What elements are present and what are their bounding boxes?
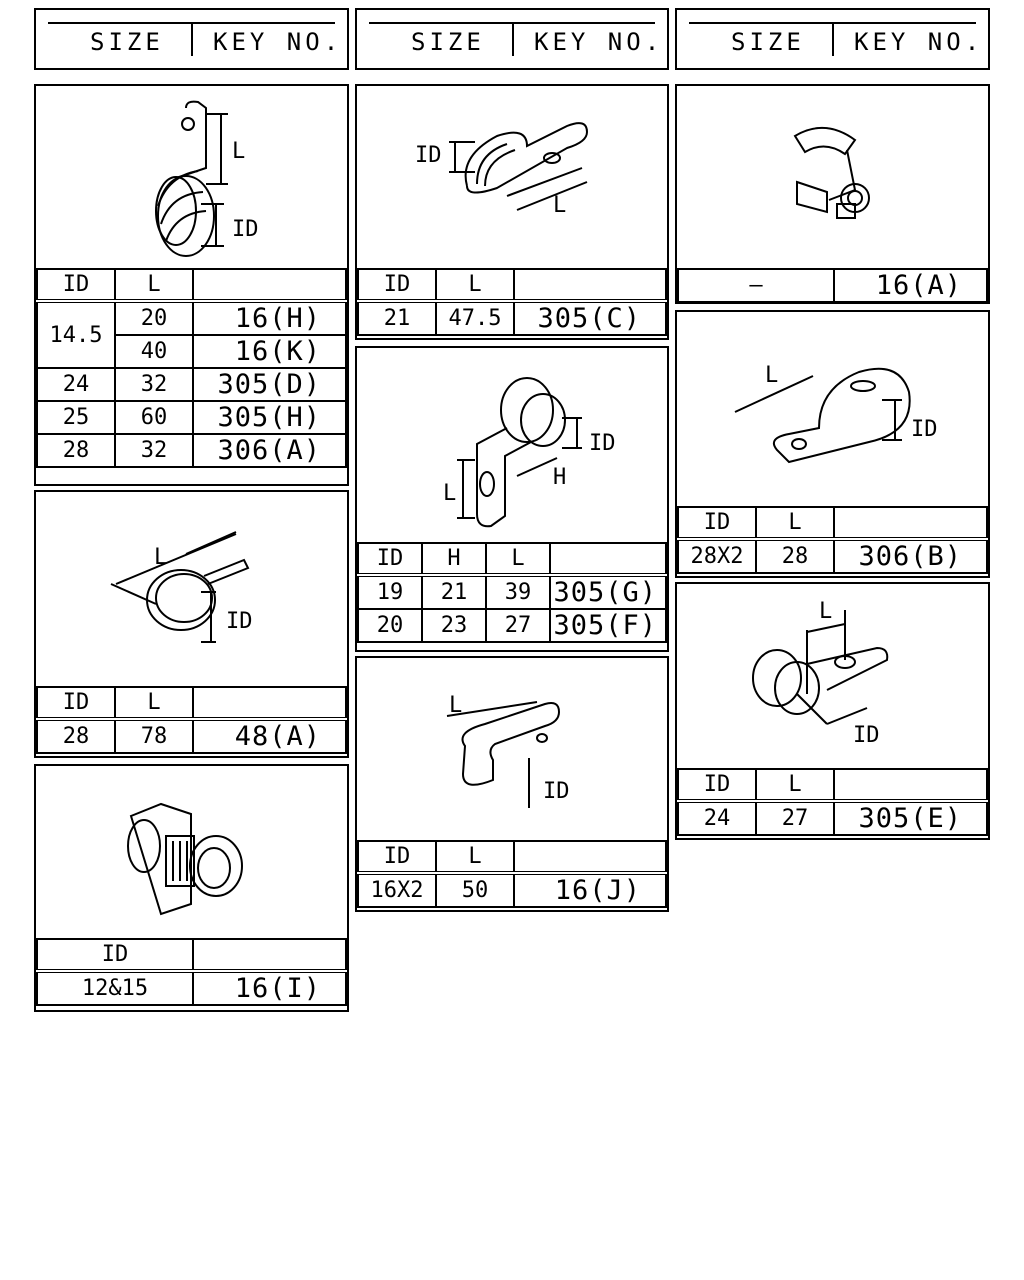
size-header: SIZE <box>411 28 485 56</box>
table-cell <box>514 269 666 301</box>
key-no: 16(J) <box>514 873 666 907</box>
l-dimension-label: L <box>765 363 779 388</box>
size-header: SIZE <box>90 28 164 56</box>
l-dimension-label: L <box>819 599 833 624</box>
table-row <box>358 575 666 609</box>
table-row <box>358 609 666 642</box>
table-row <box>358 301 666 335</box>
clamp-drawing-g <box>677 86 988 270</box>
h-dimension-label: H <box>553 465 567 490</box>
column-header-2 <box>355 8 669 70</box>
table-cell: 25 <box>37 401 115 434</box>
key-no: 16(I) <box>193 971 346 1005</box>
size-table-i <box>677 768 988 836</box>
table-cell: L <box>115 269 193 301</box>
id-dimension-label: ID <box>415 143 442 168</box>
table-cell: 28 <box>37 719 115 753</box>
key-no: 305(F) <box>550 609 666 642</box>
column-header-1 <box>34 8 349 70</box>
table-cell: L <box>115 687 193 719</box>
table-row <box>37 368 346 401</box>
key-no: 16(A) <box>834 269 987 302</box>
size-table-g <box>677 268 988 303</box>
l-dimension-label: L <box>553 193 567 218</box>
size-table-e <box>357 542 667 643</box>
table-cell: L <box>486 543 550 575</box>
table-cell: — <box>678 269 834 302</box>
clamp-drawing-a <box>36 86 347 270</box>
id-dimension-label: ID <box>853 723 880 748</box>
table-cell: 50 <box>436 873 514 907</box>
clamp-panel-c <box>34 764 349 1012</box>
table-row <box>37 401 346 434</box>
table-cell <box>834 507 987 539</box>
table-cell: ID <box>358 269 436 301</box>
table-cell: ID <box>37 269 115 301</box>
key-no-header: KEY NO. <box>534 28 664 56</box>
table-row <box>358 873 666 907</box>
l-dimension-label: L <box>449 693 463 718</box>
key-no: 306(B) <box>834 539 987 573</box>
clamp-panel-b <box>34 490 349 758</box>
table-cell: 28 <box>37 434 115 467</box>
table-cell: 27 <box>486 609 550 642</box>
key-no: 16(H) <box>193 301 346 335</box>
size-table-h <box>677 506 988 574</box>
table-row <box>678 269 987 302</box>
table-cell: 21 <box>358 301 436 335</box>
table-cell: 14.5 <box>37 301 115 368</box>
table-cell: L <box>436 841 514 873</box>
id-dimension-label: ID <box>911 417 938 442</box>
table-cell <box>550 543 666 575</box>
table-cell <box>193 269 346 301</box>
table-row <box>37 971 346 1005</box>
table-cell: 47.5 <box>436 301 514 335</box>
size-table-c <box>36 938 347 1006</box>
table-cell: 19 <box>358 575 422 609</box>
key-no-header: KEY NO. <box>213 28 343 56</box>
table-cell: 20 <box>358 609 422 642</box>
table-row <box>37 719 346 753</box>
key-no: 305(D) <box>193 368 346 401</box>
key-no: 306(A) <box>193 434 346 467</box>
id-dimension-label: ID <box>226 609 253 634</box>
l-dimension-label: L <box>443 481 457 506</box>
key-no: 16(K) <box>193 335 346 368</box>
table-row <box>678 801 987 835</box>
l-dimension-label: L <box>232 139 246 164</box>
key-no: 305(C) <box>514 301 666 335</box>
table-cell: L <box>756 507 834 539</box>
table-cell: 20 <box>115 301 193 335</box>
table-cell: L <box>436 269 514 301</box>
clamp-drawing-e <box>357 348 667 544</box>
table-cell: L <box>756 769 834 801</box>
id-dimension-label: ID <box>589 431 616 456</box>
table-cell: 12&15 <box>37 971 193 1005</box>
table-row <box>678 539 987 573</box>
table-cell: 16X2 <box>358 873 436 907</box>
table-cell <box>834 769 987 801</box>
table-cell: ID <box>678 769 756 801</box>
table-cell: 28 <box>756 539 834 573</box>
clamp-panel-a <box>34 84 349 486</box>
table-cell <box>193 687 346 719</box>
clamp-panel-d <box>355 84 669 340</box>
table-cell: 21 <box>422 575 486 609</box>
clamp-drawing-b <box>36 492 347 688</box>
table-cell: ID <box>358 543 422 575</box>
clamp-panel-i <box>675 582 990 840</box>
table-cell: 28X2 <box>678 539 756 573</box>
clamp-panel-g <box>675 84 990 304</box>
id-dimension-label: ID <box>232 217 259 242</box>
table-cell: H <box>422 543 486 575</box>
table-cell: 24 <box>37 368 115 401</box>
table-cell <box>193 939 346 971</box>
size-table-d <box>357 268 667 336</box>
table-cell: ID <box>358 841 436 873</box>
clamp-panel-e <box>355 346 669 652</box>
key-no-header: KEY NO. <box>854 28 984 56</box>
clamp-panel-f <box>355 656 669 912</box>
table-cell: ID <box>37 939 193 971</box>
key-no: 305(G) <box>550 575 666 609</box>
key-no: 305(E) <box>834 801 987 835</box>
table-cell: 32 <box>115 434 193 467</box>
id-dimension-label: ID <box>543 779 570 804</box>
table-cell: 78 <box>115 719 193 753</box>
table-cell: 23 <box>422 609 486 642</box>
key-no: 305(H) <box>193 401 346 434</box>
table-cell: ID <box>37 687 115 719</box>
table-cell: 40 <box>115 335 193 368</box>
column-header-3 <box>675 8 990 70</box>
table-cell <box>514 841 666 873</box>
size-table-a <box>36 268 347 468</box>
size-header: SIZE <box>731 28 805 56</box>
table-cell: 32 <box>115 368 193 401</box>
clamp-drawing-h <box>677 312 988 508</box>
table-cell: ID <box>678 507 756 539</box>
clamp-drawing-i <box>677 584 988 770</box>
size-table-b <box>36 686 347 754</box>
l-dimension-label: L <box>154 545 168 570</box>
size-table-f <box>357 840 667 908</box>
clamp-drawing-c <box>36 766 347 940</box>
clamp-drawing-d <box>357 86 667 270</box>
table-cell: 60 <box>115 401 193 434</box>
clamp-drawing-f <box>357 658 667 842</box>
table-cell: 39 <box>486 575 550 609</box>
table-cell: 27 <box>756 801 834 835</box>
table-cell: 24 <box>678 801 756 835</box>
key-no: 48(A) <box>193 719 346 753</box>
table-row <box>37 301 346 335</box>
clamp-panel-h <box>675 310 990 578</box>
table-row <box>37 434 346 467</box>
